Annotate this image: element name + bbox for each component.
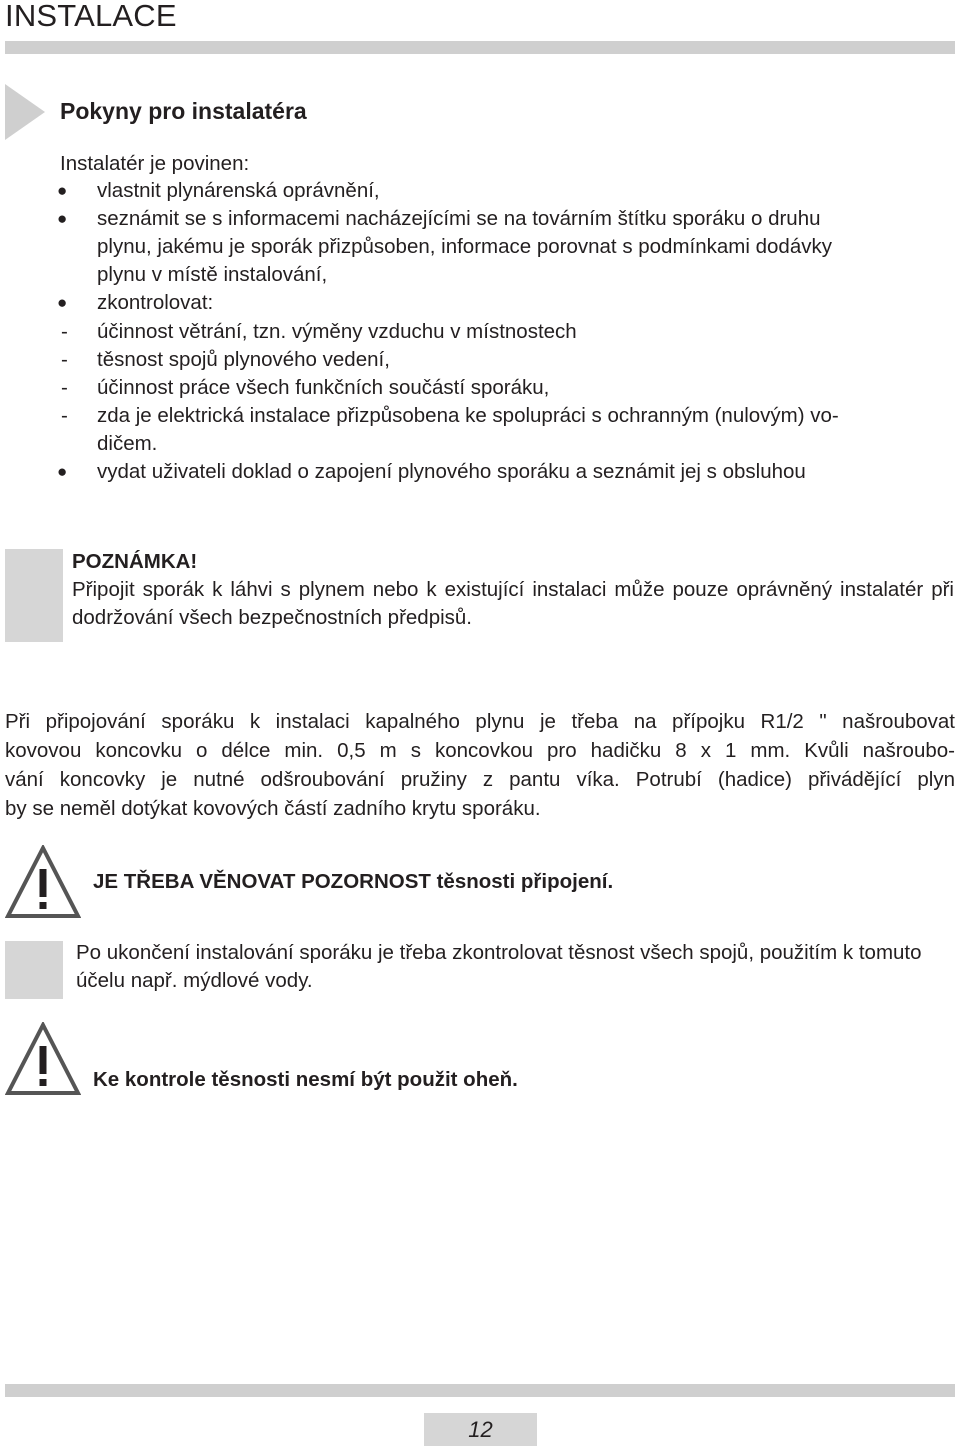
list-item-line: dičem. xyxy=(97,431,158,455)
note-title: POZNÁMKA! xyxy=(72,550,198,573)
list-item-line: vlastnit plynárenská oprávnění, xyxy=(97,179,380,202)
list-item-line: plynu, jakému je sporák přizpůsoben, informace porovnat s podmínkami dodávky xyxy=(97,235,832,259)
installation-paragraph xyxy=(5,707,955,823)
list-item-line: zda je elektrická instalace přizpůsobena ke spolupráci s ochranným (nulovým) vo- xyxy=(97,403,839,427)
footer-divider xyxy=(5,1384,955,1397)
list-item-line: účinnost práce všech funkčních součástí sporáku, xyxy=(97,375,550,399)
list-item-line: plynu v místě instalování, xyxy=(97,263,328,287)
list-item-line: těsnost spojů plynového vedení, xyxy=(97,347,390,371)
intro-text: Instalatér je povinen: xyxy=(60,152,250,175)
list-item-line: účinnost větrání, tzn. výměny vzduchu v místnostech xyxy=(97,319,577,343)
bullet-icon: ● xyxy=(57,462,68,481)
header-divider xyxy=(5,41,955,54)
warning-triangle-icon xyxy=(5,1022,81,1096)
paragraph-line: kovovou koncovku o délce min. 0,5 m s koncovkou pro hadičku 8 x 1 mm. Kvůli našroubo- xyxy=(5,739,955,762)
list-item-line: zkontrolovat: xyxy=(97,291,214,315)
page-number: 12 xyxy=(468,1417,493,1442)
note-text: Připojit sporák k láhvi s plynem nebo k existující instalaci může pouze oprávněný instalatér při dodržování všech bezpečnostních předpisů. xyxy=(72,578,954,629)
bullet-icon: ● xyxy=(57,293,68,313)
paragraph-line: by se neměl dotýkat kovových částí zadního krytu sporáku. xyxy=(5,797,541,820)
bullet-icon: ● xyxy=(57,209,68,229)
dash-marker: - xyxy=(61,319,68,343)
bullet-icon: ● xyxy=(57,181,68,200)
dash-marker: - xyxy=(61,403,68,427)
list-item-line: seznámit se s informacemi nacházejícími se na továrním štítku sporáku o druhu xyxy=(97,207,821,231)
warning-triangle-icon xyxy=(5,845,81,919)
section-arrow-icon xyxy=(5,84,45,140)
warning-text: JE TŘEBA VĚNOVAT POZORNOST těsnosti připojení. xyxy=(93,870,614,893)
paragraph-line: vání koncovky je nutné odšroubování pružiny z pantu víka. Potrubí (hadice) přivádějící plyn xyxy=(5,768,955,791)
page-title: INSTALACE xyxy=(5,0,177,33)
note-text: Po ukončení instalování sporáku je třeba zkontrolovat těsnost všech spojů, použitím k tomuto účelu např. mýdlové vody. xyxy=(76,941,922,992)
list-item-line: vydat uživateli doklad o zapojení plynového sporáku a seznámit jej s obsluhou xyxy=(97,460,806,483)
note-marker xyxy=(5,941,63,999)
warning-text: Ke kontrole těsnosti nesmí být použit oheň. xyxy=(93,1068,518,1091)
note-marker xyxy=(5,549,63,642)
dash-marker: - xyxy=(61,347,68,371)
paragraph-line: Při připojování sporáku k instalaci kapalného plynu je třeba na přípojku R1/2 " našroubovat xyxy=(5,710,955,733)
dash-marker: - xyxy=(61,375,68,399)
section-heading: Pokyny pro instalatéra xyxy=(60,98,307,124)
